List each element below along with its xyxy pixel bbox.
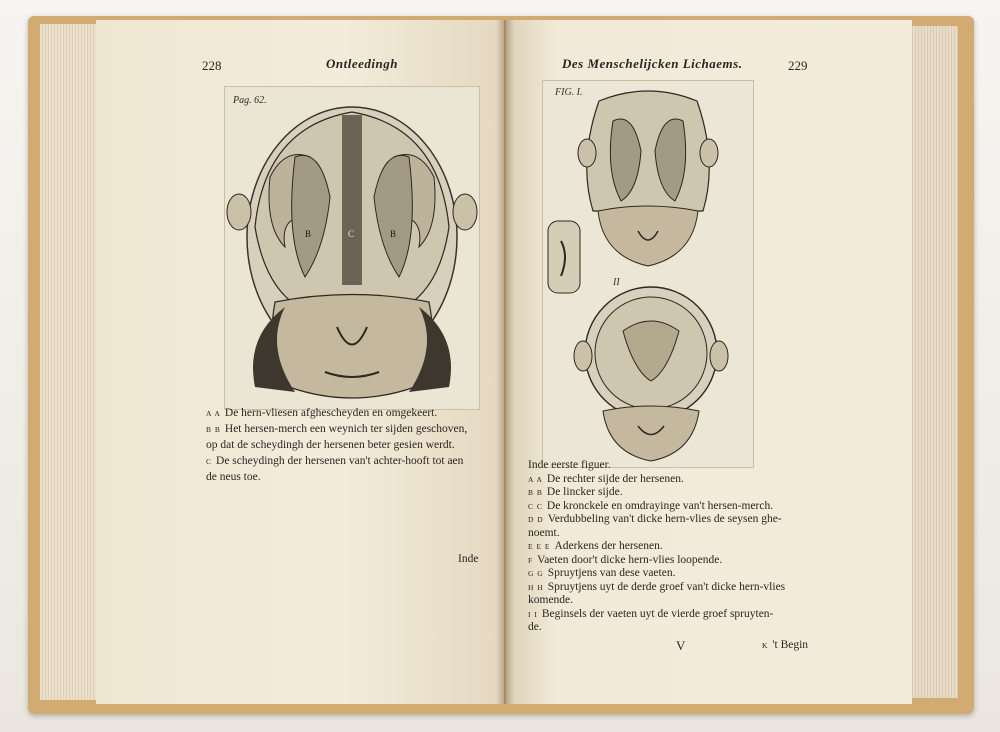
- fig-label-one: FIG. I.: [555, 87, 583, 98]
- caption-key: F: [528, 555, 534, 565]
- caption-text: Vaeten door't dicke hern-vlies loopende.: [537, 553, 723, 566]
- caption-line: [206, 454, 463, 469]
- left-page: [96, 20, 504, 704]
- signature-mark: V: [676, 638, 686, 653]
- caption-text: op dat de scheydingh der hersenen beter gesien werdt.: [206, 439, 455, 451]
- fig-letter-b-right: B: [390, 229, 397, 239]
- caption-text: De hern-vliesen afghescheyden en omgekeert.: [224, 407, 438, 419]
- caption-line: [206, 422, 467, 437]
- caption-line: [528, 607, 773, 622]
- caption-text: De rechter sijde der hersenen.: [546, 472, 684, 485]
- caption-text: De lincker sijde.: [546, 486, 623, 498]
- caption-text: De kronckele en omdrayinge van't hersen-merch.: [546, 499, 774, 512]
- page-edges-left: [40, 24, 102, 700]
- caption-key: C: [206, 457, 213, 466]
- caption-key: D D: [528, 515, 544, 524]
- caption-line: [528, 620, 542, 635]
- caption-text: Inde eerste figuer.: [528, 459, 611, 471]
- caption-text: de.: [528, 621, 542, 633]
- catchword-key: K: [762, 641, 769, 650]
- book-gutter: [496, 20, 514, 704]
- left-running-head: Ontleedingh: [326, 56, 398, 71]
- right-page: [506, 20, 912, 704]
- caption-key: C C: [528, 501, 543, 511]
- caption-line: [206, 470, 261, 485]
- caption-key: A A: [528, 474, 543, 484]
- anatomy-plate-illustration: [542, 80, 754, 468]
- right-running-head: Des Menschelijcken Lichaems.: [562, 56, 743, 71]
- caption-line: [206, 406, 437, 421]
- caption-key: I I: [528, 609, 538, 619]
- fig-letter-b-left: B: [305, 229, 312, 239]
- caption-line: [206, 438, 455, 453]
- caption-text: de neus toe.: [206, 471, 261, 483]
- caption-text: Beginsels der vaeten uyt de vierde groef spruyten-: [541, 607, 774, 620]
- caption-key: A A: [206, 409, 221, 418]
- fig-letter-c: C: [348, 229, 355, 239]
- brain-plate-illustration: [224, 86, 480, 410]
- caption-text: noemt.: [528, 526, 560, 539]
- caption-key: B B: [528, 488, 543, 497]
- right-catchword: [762, 638, 808, 653]
- caption-key: E E E: [528, 542, 551, 551]
- fig-label-two: II: [613, 277, 620, 288]
- caption-text: Spruytjens van dese vaeten.: [547, 567, 676, 579]
- caption-text: Verdubbeling van't dicke hern-vlies de seysen ghe-: [547, 513, 782, 525]
- caption-text: Aderkens der hersenen.: [554, 540, 663, 552]
- caption-text: Spruytjens uyt de derde groef van't dicke hern-vlies: [547, 580, 786, 593]
- plate-label: Pag. 62.: [233, 95, 267, 106]
- left-page-number: 228: [202, 58, 222, 73]
- left-catchword: Inde: [458, 553, 479, 565]
- caption-key: B B: [206, 425, 221, 434]
- caption-key: G G: [528, 569, 544, 578]
- caption-key: H H: [528, 582, 544, 592]
- catchword-text: 't Begin: [772, 639, 809, 651]
- caption-text: De scheydingh der hersenen van't achter-hooft tot aen: [216, 455, 464, 467]
- right-page-number: 229: [788, 58, 808, 73]
- caption-text: komende.: [528, 594, 574, 606]
- caption-text: Het hersen-merch een weynich ter sijden geschoven,: [224, 423, 468, 435]
- caption-line: [528, 512, 782, 527]
- page-edges-right: [910, 26, 958, 698]
